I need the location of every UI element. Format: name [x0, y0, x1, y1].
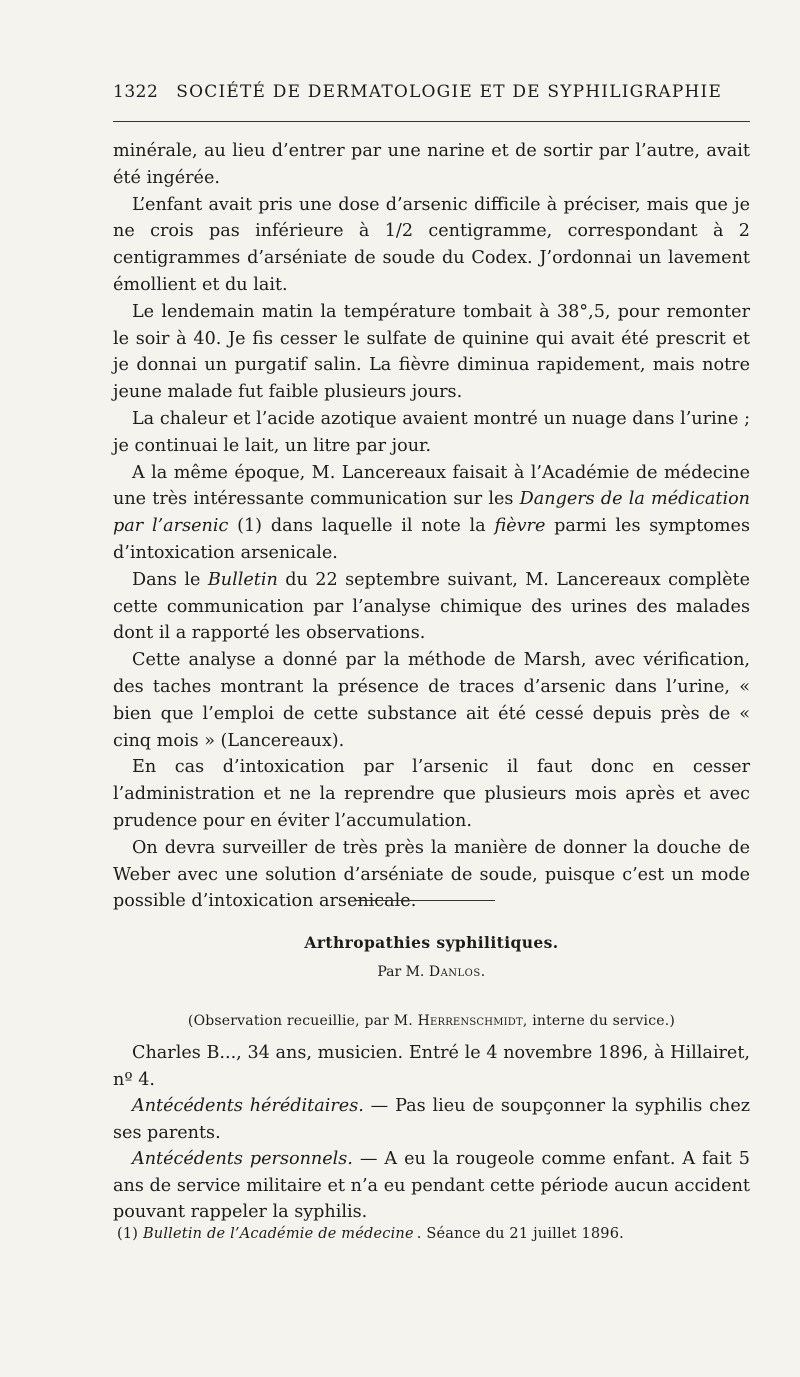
paragraph: L’enfant avait pris une dose d’arsenic difficile à préciser, mais que je ne crois pas inférieure à 1/2 centigramme, correspondant à 2 centigrammes d’arséniate de soude du Codex. J’ordonnai un lavement émollient et du lait.: [113, 194, 750, 295]
paragraph: Charles B..., 34 ans, musicien. Entré le 4 novembre 1896, à Hillairet, nº 4.: [113, 1043, 750, 1090]
author-name: Danlos.: [428, 964, 486, 980]
observation-note: (Observation recueillie, par M. Herrenschmidt, interne du service.): [187, 1013, 676, 1029]
paragraph: La chaleur et l’acide azotique avaient montré un nuage dans l’urine ; je continuai le lait, un litre par jour.: [113, 408, 750, 456]
paragraph: A la même époque, M. Lancereaux faisait à l’Académie de médecine une très intéressante communication sur les Dangers de la médication par l’arsenic (1) dans laquelle il note la fièvre parmi les symptomes d’intoxication arsenicale.: [113, 462, 750, 563]
section-separator: [355, 900, 495, 901]
section-label: Antécédents personnels.: [132, 1149, 353, 1169]
article-author: Par M. Danlos.: [377, 964, 486, 980]
footnote-source: Bulletin de l’Académie de médecine: [142, 1226, 414, 1242]
article-title: Arthropathies syphilitiques.: [304, 933, 559, 952]
paragraph: On devra surveiller de très près la manière de donner la douche de Weber avec une solution d’arséniate de soude, puisque c’est un mode possible d’intoxication arsenicale.: [113, 837, 750, 912]
footnote: (1) Bulletin de l’Académie de médecine . Séance du 21 juillet 1896.: [117, 1226, 624, 1242]
body-text: [113, 138, 750, 915]
paragraph: Antécédents héréditaires. — Pas lieu de soupçonner la syphilis chez ses parents.: [113, 1096, 750, 1143]
header-rule: [113, 121, 750, 122]
observer-name: Herrenschmidt: [417, 1013, 523, 1029]
section-label: Antécédents héréditaires.: [132, 1096, 364, 1116]
page-number: 1322: [113, 82, 159, 102]
italic-title: Bulletin: [207, 569, 278, 590]
paragraph: Cette analyse a donné par la méthode de Marsh, avec vérification, des taches montrant la présence de traces d’arsenic dans l’urine, « bien que l’emploi de cette substance ait été cessé depuis près de « cinq mois » (Lancereaux).: [113, 650, 750, 751]
running-title: SOCIÉTÉ DE DERMATOLOGIE ET DE SYPHILIGRAPHIE: [176, 82, 723, 102]
paragraph: minérale, au lieu d’entrer par une narine et de sortir par l’autre, avait été ingérée.: [113, 141, 750, 188]
paragraph: En cas d’intoxication par l’arsenic il faut donc en cesser l’administration et ne la reprendre que plusieurs mois après et avec prudence pour en éviter l’accumulation.: [113, 757, 750, 831]
article-body: [113, 1040, 750, 1226]
italic-title: Dangers de la médication par l’arsenic: [113, 489, 750, 537]
paragraph: Le lendemain matin la température tombait à 38°,5, pour remonter le soir à 40. Je fis cesser le sulfate de quinine qui avait été prescrit et je donnai un purgatif salin. La fièvre diminua rapidement, mais notre jeune malade fut faible plusieurs jours.: [113, 301, 750, 403]
italic-term: fièvre: [494, 516, 546, 537]
paragraph: Antécédents personnels. — A eu la rougeole comme enfant. A fait 5 ans de service militaire et n’a eu pendant cette période aucun accident pouvant rappeler la syphilis.: [113, 1149, 750, 1222]
running-header: [113, 82, 753, 102]
paragraph: Dans le Bulletin du 22 septembre suivant, M. Lancereaux complète cette communication par l’analyse chimique des urines des malades dont il a rapporté les observations.: [113, 569, 750, 644]
